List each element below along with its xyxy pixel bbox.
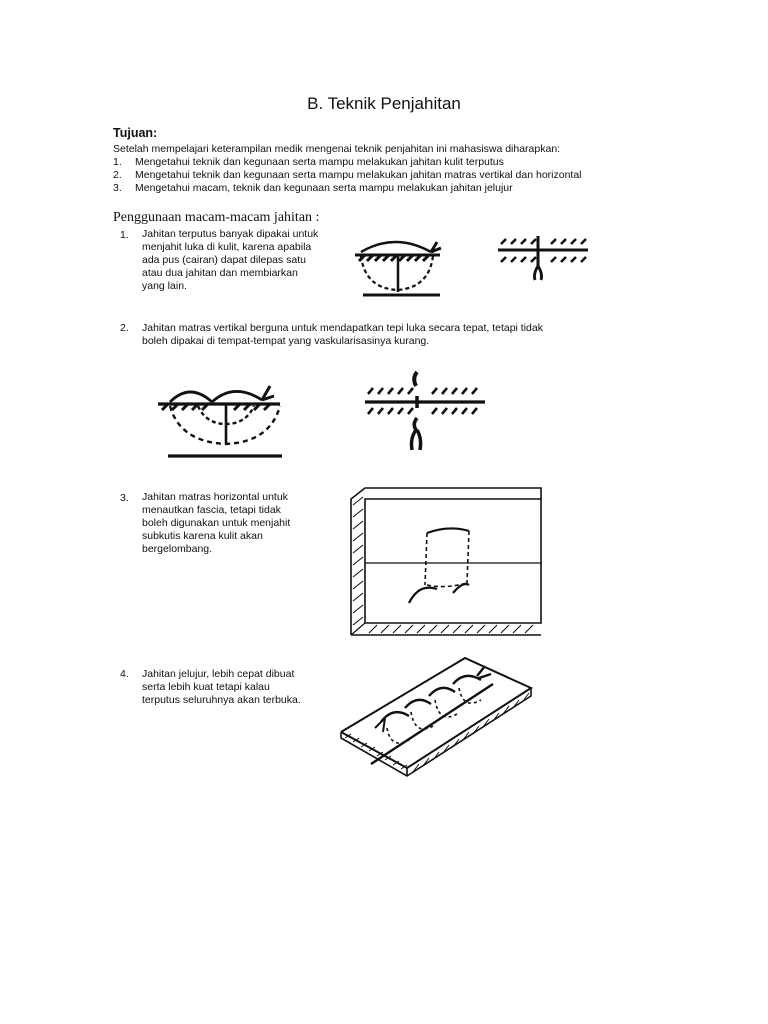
objective-number: 2. [113, 169, 122, 181]
usage-item-number: 1. [120, 229, 129, 241]
usage-item-text: Jahitan jelujur, lebih cepat dibuat serta lebih kuat tetapi kalau terputus seluruhnya akan terbuka. [142, 668, 301, 706]
usage-item-number: 3. [120, 492, 129, 504]
objective-item [113, 156, 504, 168]
objective-item [113, 182, 513, 194]
vertical-mattress-top-figure [360, 366, 490, 456]
objective-item [113, 169, 582, 181]
objective-number: 1. [113, 156, 122, 168]
interrupted-suture-top-figure [493, 228, 593, 288]
objective-text: Mengetahui teknik dan kegunaan serta mampu melakukan jahitan matras vertikal dan horizontal [135, 169, 582, 181]
interrupted-suture-section-figure [345, 230, 465, 310]
usage-heading: Penggunaan macam-macam jahitan : [113, 210, 320, 225]
objective-number: 3. [113, 182, 122, 194]
vertical-mattress-section-figure [150, 372, 300, 472]
usage-item-text: Jahitan terputus banyak dipakai untuk menjahit luka di kulit, karena apabila ada pus (cairan) dapat dilepas satu atau dua jahitan dan membiarkan yang lain. [142, 228, 319, 292]
tujuan-heading: Tujuan: [113, 126, 158, 140]
horizontal-mattress-block-figure [345, 485, 545, 645]
usage-item-number: 4. [120, 668, 129, 680]
objective-text: Mengetahui macam, teknik dan kegunaan serta mampu melakukan jahitan jelujur [135, 182, 513, 194]
usage-item-text: Jahitan matras horizontal untuk menautkan fascia, tetapi tidak boleh digunakan untuk menjahit subkutis karena kulit akan bergelombang. [142, 491, 291, 555]
objective-text: Mengetahui teknik dan kegunaan serta mampu melakukan jahitan kulit terputus [135, 156, 504, 168]
continuous-suture-plate-figure [335, 652, 545, 792]
usage-item-text: Jahitan matras vertikal berguna untuk mendapatkan tepi luka secara tepat, tetapi tidak boleh dipakai di tempat-tempat yang vaskularisasinya kurang. [142, 322, 543, 347]
usage-item-number: 2. [120, 322, 129, 334]
page-title: B. Teknik Penjahitan [307, 94, 461, 113]
tujuan-intro: Setelah mempelajari keterampilan medik mengenai teknik penjahitan ini mahasiswa diharapkan: [113, 143, 561, 155]
